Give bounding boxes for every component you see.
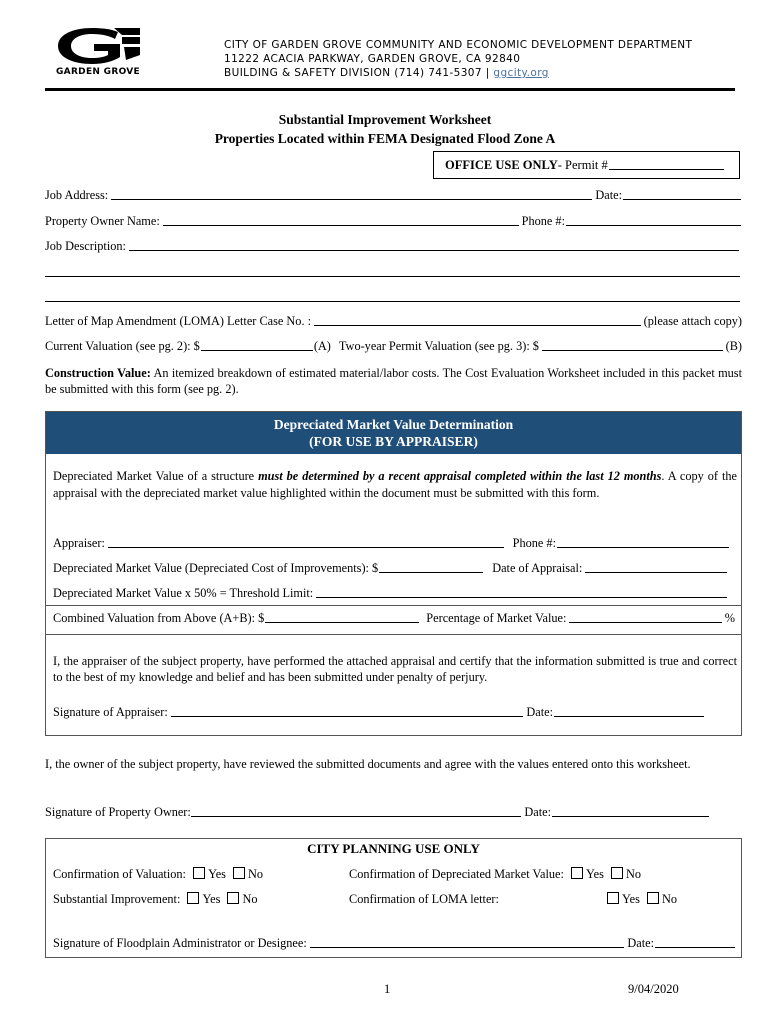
requirement-text-start: Depreciated Market Value of a structure <box>53 469 259 483</box>
valuation-row <box>45 339 742 354</box>
appraiser-phone-label: Phone #: <box>512 536 556 550</box>
phone-label: Phone #: <box>521 214 565 228</box>
b-marker: (B) <box>725 339 742 353</box>
two-year-valuation-label: Two-year Permit Valuation (see pg. 3): $ <box>338 339 539 353</box>
date-of-appraisal-field[interactable] <box>585 571 727 573</box>
owner-name-field[interactable] <box>163 224 519 226</box>
substantial-label: Substantial Improvement: <box>53 892 181 906</box>
conf-valuation-no-checkbox[interactable] <box>233 867 245 879</box>
conf-valuation-yes-checkbox[interactable] <box>193 867 205 879</box>
phone-field[interactable] <box>566 224 741 226</box>
job-description-field[interactable] <box>129 249 739 251</box>
no-label: No <box>625 867 641 881</box>
appraiser-section-header <box>46 412 741 454</box>
appraiser-header-line-2: (FOR USE BY APPRAISER) <box>309 434 478 449</box>
loma-case-field[interactable] <box>314 324 641 326</box>
job-description-line-3[interactable] <box>45 301 740 302</box>
website-link[interactable]: ggcity.org <box>493 67 549 79</box>
permit-number-field[interactable] <box>609 168 724 170</box>
date-of-appraisal-label: Date of Appraisal: <box>492 561 583 575</box>
revision-date: 9/04/2020 <box>628 982 679 996</box>
dmv-row <box>53 561 730 576</box>
substantial-no-checkbox[interactable] <box>227 892 239 904</box>
loma-suffix: (please attach copy) <box>643 314 742 328</box>
conf-loma-no-checkbox[interactable] <box>647 892 659 904</box>
conf-loma-yes-checkbox[interactable] <box>607 892 619 904</box>
owner-date-label: Date: <box>524 805 551 819</box>
substantial-row <box>53 892 257 907</box>
job-address-row <box>45 188 742 203</box>
floodplain-signature-row <box>53 936 736 951</box>
appraiser-certification: I, the appraiser of the subject property, have performed the attached appraisal and certify that the information submitted is true and correct to the best of my knowledge and belief and has been submitted under penalty of perjury. <box>53 654 737 684</box>
office-use-box <box>433 151 740 179</box>
job-address-label: Job Address: <box>45 188 109 202</box>
appraiser-label: Appraiser: <box>53 536 105 550</box>
floodplain-date-field[interactable] <box>655 946 735 948</box>
page-number: 1 <box>384 982 391 996</box>
requirement-text-end: . A copy of the appraisal with the depreciated market value highlighted within the document must be submitted with this form. <box>53 469 737 500</box>
appraiser-signature-row <box>53 705 705 720</box>
job-description-row <box>45 239 742 254</box>
conf-loma-label: Confirmation of LOMA letter: <box>349 892 499 906</box>
conf-dmv-label: Confirmation of Depreciated Market Value: <box>349 867 564 881</box>
owner-statement: I, the owner of the subject property, have reviewed the submitted documents and agree with the values entered onto this worksheet. <box>45 757 691 771</box>
construction-value-note <box>45 365 742 397</box>
date-label: Date: <box>595 188 622 202</box>
current-valuation-label: Current Valuation (see pg. 2): $ <box>45 339 200 353</box>
requirement-emphasis: must be determined by a recent appraisal completed within the last 12 months <box>258 469 662 483</box>
city-logo <box>52 24 142 80</box>
percentage-field[interactable] <box>569 621 721 623</box>
appraiser-signature-field[interactable] <box>171 715 524 717</box>
threshold-row <box>53 586 730 601</box>
owner-signature-field[interactable] <box>191 815 522 817</box>
appraiser-row <box>53 536 730 551</box>
no-label: No <box>242 892 258 906</box>
conf-dmv-row <box>349 867 641 882</box>
threshold-label: Depreciated Market Value x 50% = Threshold Limit: <box>53 586 314 600</box>
office-use-label: OFFICE USE ONLY <box>445 158 558 172</box>
department-info <box>224 38 692 80</box>
date-field[interactable] <box>623 198 741 200</box>
owner-signature-row <box>45 805 710 820</box>
yes-label: Yes <box>208 867 226 881</box>
conf-dmv-yes-checkbox[interactable] <box>571 867 583 879</box>
floodplain-signature-field[interactable] <box>310 946 625 948</box>
combined-row <box>53 611 735 626</box>
dmv-label: Depreciated Market Value (Depreciated Cost of Improvements): $ <box>53 561 379 575</box>
conf-valuation-row <box>53 867 263 882</box>
no-label: No <box>248 867 264 881</box>
loma-row <box>45 314 742 329</box>
divider-2 <box>45 634 742 635</box>
appraiser-header-line-1: Depreciated Market Value Determination <box>273 417 514 432</box>
a-marker: (A) <box>313 339 331 353</box>
logo-wordmark: GARDEN GROVE <box>56 67 141 77</box>
two-year-valuation-field[interactable] <box>542 349 723 351</box>
divider-1 <box>45 605 742 606</box>
planning-title: CITY PLANNING USE ONLY <box>307 841 480 856</box>
conf-valuation-label: Confirmation of Valuation: <box>53 867 186 881</box>
construction-value-text: An itemized breakdown of estimated material/labor costs. The Cost Evaluation Worksheet included in this packet must be submitted with this form (see pg. 2). <box>45 366 742 396</box>
document-title <box>0 110 770 148</box>
percent-sign: % <box>724 611 735 625</box>
combined-label: Combined Valuation from Above (A+B): $ <box>53 611 265 625</box>
job-description-label: Job Description: <box>45 239 126 253</box>
header-rule <box>45 88 735 91</box>
job-address-field[interactable] <box>111 198 592 200</box>
floodplain-date-label: Date: <box>627 936 654 950</box>
title-line-2: Properties Located within FEMA Designated Flood Zone A <box>214 131 556 146</box>
conf-dmv-no-checkbox[interactable] <box>611 867 623 879</box>
dept-line-3: BUILDING & SAFETY DIVISION (714) 741-5307 | <box>224 67 490 79</box>
dept-line-1: CITY OF GARDEN GROVE COMMUNITY AND ECONOMIC DEVELOPMENT DEPARTMENT <box>224 39 693 51</box>
percentage-label: Percentage of Market Value: <box>426 611 567 625</box>
job-description-line-2[interactable] <box>45 276 740 277</box>
owner-row <box>45 214 742 229</box>
garden-grove-g-logo-icon <box>52 24 142 68</box>
current-valuation-field[interactable] <box>201 349 313 351</box>
owner-name-label: Property Owner Name: <box>45 214 160 228</box>
appraiser-signature-label: Signature of Appraiser: <box>53 705 168 719</box>
no-label: No <box>661 892 678 906</box>
yes-label: Yes <box>622 892 640 906</box>
construction-value-label: Construction Value: <box>45 366 151 380</box>
conf-loma-row <box>349 892 677 907</box>
yes-label: Yes <box>202 892 221 906</box>
permit-label: - Permit # <box>557 158 608 172</box>
appraisal-requirement <box>53 468 737 502</box>
owner-signature-label: Signature of Property Owner: <box>45 805 191 819</box>
loma-label: Letter of Map Amendment (LOMA) Letter Case No. : <box>45 314 312 328</box>
appraiser-sig-date-label: Date: <box>526 705 553 719</box>
dmv-field[interactable] <box>379 571 483 573</box>
floodplain-signature-label: Signature of Floodplain Administrator or Designee: <box>53 936 307 950</box>
combined-field[interactable] <box>265 621 419 623</box>
yes-label: Yes <box>585 867 604 881</box>
title-line-1: Substantial Improvement Worksheet <box>278 112 492 127</box>
owner-date-field[interactable] <box>552 815 709 817</box>
substantial-yes-checkbox[interactable] <box>187 892 199 904</box>
appraiser-field[interactable] <box>108 546 504 548</box>
appraiser-sig-date-field[interactable] <box>554 715 704 717</box>
threshold-field[interactable] <box>316 596 727 598</box>
dept-line-2: 11222 ACACIA PARKWAY, GARDEN GROVE, CA 92840 <box>224 53 521 65</box>
appraiser-phone-field[interactable] <box>557 546 729 548</box>
